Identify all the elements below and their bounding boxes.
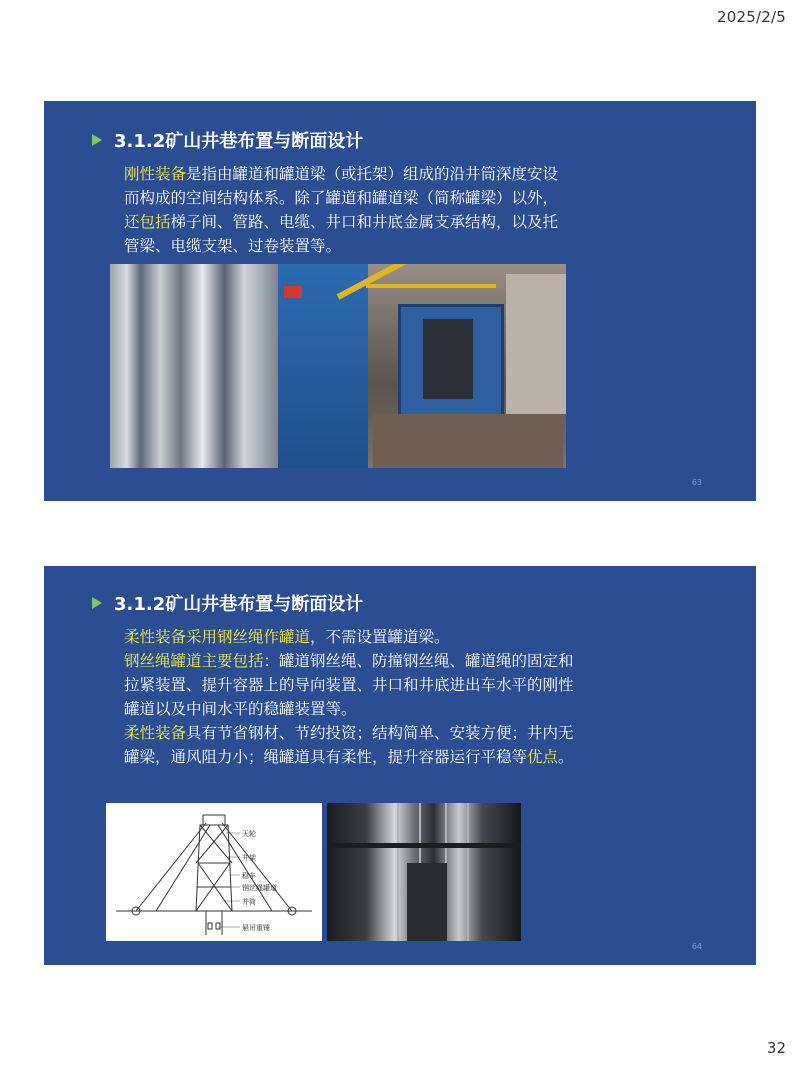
- diagram-label-sheave: 天轮: [242, 830, 256, 838]
- body-text-segment: ，不需设置罐道梁。: [310, 628, 450, 646]
- slide-title: [92, 590, 363, 616]
- highlighted-term: 钢丝绳罐道主要包括: [124, 652, 264, 670]
- slide-64: [44, 566, 756, 965]
- diagram-label-rope-guide: 钢丝绳罐道: [242, 884, 277, 892]
- rope-guide-photo: [327, 803, 521, 941]
- highlighted-term: 优点: [527, 748, 559, 766]
- slide-body: [92, 625, 576, 769]
- highlighted-term: 柔性装备: [124, 724, 187, 742]
- body-paragraph: [92, 721, 576, 769]
- slide-title: [92, 127, 363, 153]
- shaft-guides-photo: [110, 264, 278, 468]
- slide-page-number: 64: [691, 942, 702, 951]
- bullet-arrow-icon: [92, 134, 102, 146]
- bullet-arrow-icon: [92, 597, 102, 609]
- slide-63: [44, 101, 756, 501]
- rope-guide-diagram: [106, 803, 322, 941]
- slide-body: [92, 162, 572, 258]
- slide-page-number: 63: [691, 478, 702, 487]
- body-paragraph: [92, 649, 576, 721]
- mine-shaft-entrance-photo: [278, 264, 566, 468]
- diagram-label-tension-weight: 悬吊重锤: [242, 924, 270, 932]
- highlighted-term: 刚性装备: [124, 165, 187, 183]
- body-paragraph: [92, 625, 576, 649]
- slide-title-text: 3.1.2矿山井巷布置与断面设计: [114, 594, 364, 615]
- highlighted-term: 柔性装备采用钢丝绳作罐道: [124, 628, 311, 646]
- diagram-label-winch: 稳车: [242, 872, 256, 880]
- body-text-segment: 是指由罐道和罐道梁（或托架）组成的沿井筒深度安设而构成的空间结构体系。除了罐道和罐道梁（简称罐梁）以外，: [124, 165, 559, 207]
- slide-title-text: 3.1.2矿山井巷布置与断面设计: [114, 131, 364, 152]
- body-paragraph: [92, 162, 572, 258]
- body-text-segment: ：罐道钢丝绳、防撞钢丝绳、罐道绳的固定和拉紧装置、提升容器上的导向装置、井口和井底进出车水平的刚性罐道以及中间水平的稳罐装置等。: [124, 652, 574, 718]
- highlighted-term: 还包括: [124, 213, 171, 231]
- diagram-label-shaft: 井筒: [242, 898, 256, 906]
- body-text-segment: 梯子间、管路、电缆、井口和井底金属支承结构，以及托管梁、电缆支架、过卷装置等。: [124, 213, 559, 255]
- page-date: 2025/2/5: [717, 8, 786, 26]
- body-text-segment: 。: [558, 748, 574, 766]
- body-text-segment: 具有节省钢材、节约投资；结构简单、安装方便；井内无罐梁，通风阻力小；绳罐道具有柔性，提升容器运行平稳等: [124, 724, 574, 766]
- page-number: 32: [766, 1039, 786, 1057]
- diagram-label-headframe: 井架: [242, 854, 256, 862]
